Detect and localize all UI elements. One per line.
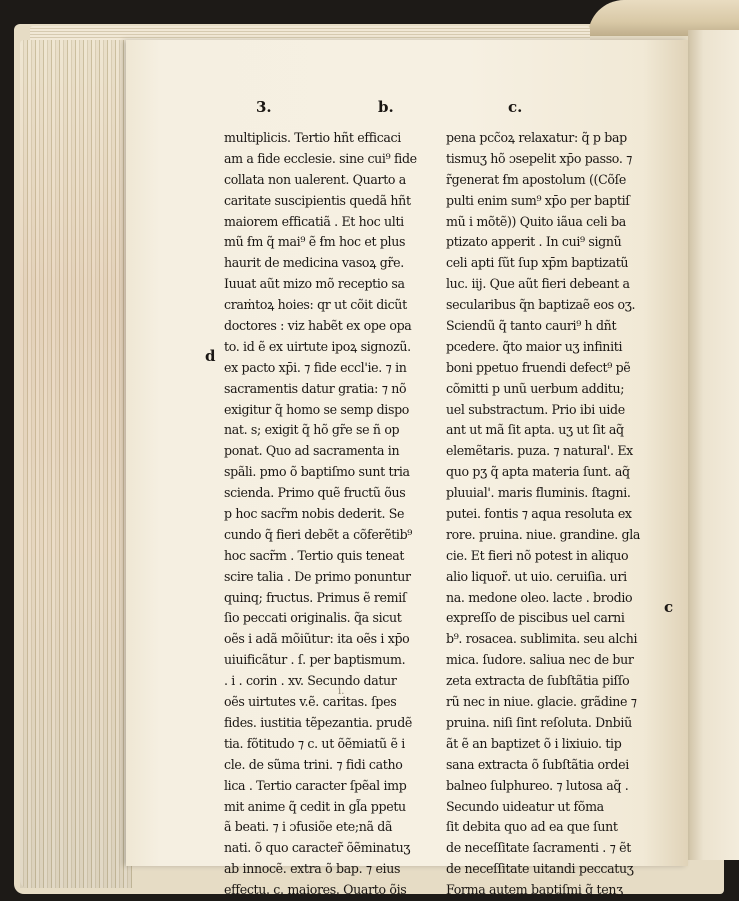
text-line: pruina. niſi ſint reſoluta. Dnbiũ bbox=[446, 714, 632, 730]
text-column-left bbox=[224, 128, 424, 901]
facing-leaf bbox=[688, 30, 739, 860]
text-line: luc. iij. Que aũt fieri debeant a bbox=[446, 276, 630, 292]
text-line: secularibus q̃n baptizaẽ eos oʒ. bbox=[446, 297, 636, 313]
running-head-left: 3. bbox=[256, 98, 272, 116]
text-line: fides. iustitia tẽpezantia. prudẽ bbox=[224, 714, 413, 730]
text-line: hoc sacr̃m . Tertio quis teneat bbox=[224, 547, 405, 563]
text-line: . i . corin . xv. Secundo datur bbox=[224, 673, 397, 689]
text-line: sana extracta õ ſubſtãtia ordei bbox=[446, 756, 629, 772]
text-line: pcedere. q̃to maior uʒ infiniti bbox=[446, 338, 623, 354]
text-line: boni ppetuo fruendi defect⁹ pẽ bbox=[446, 359, 631, 375]
text-line: oẽs uirtutes v.ẽ. caritas. ſpes bbox=[224, 694, 397, 710]
text-line: craṁtoꝝ hoies: qr ut cõit dicũt bbox=[224, 297, 407, 313]
margin-letter-left: d bbox=[205, 347, 216, 365]
text-line: de neceſſitate uitandi peccatuʒ bbox=[446, 861, 634, 877]
text-line: cundo q̃ fieri debẽt a cõferẽtib⁹ bbox=[224, 526, 413, 542]
text-line: rũ nec in niue. glacie. grãdine ⁊ bbox=[446, 694, 637, 710]
text-line: ſio peccati originalis. q̃a sicut bbox=[224, 610, 402, 626]
text-line: elemẽtaris. puza. ⁊ natural'. Ex bbox=[446, 443, 633, 459]
text-line: tismuʒ hõ ɔsepelit xp̄o passo. ⁊ bbox=[446, 150, 633, 166]
text-line: quo pʒ q̃ apta materia ſunt. aq̃ bbox=[446, 464, 630, 480]
text-line: pena pcc̃oꝝ relaxatur: q̃ p bap bbox=[446, 130, 627, 145]
text-line: tia. fõtitudo ⁊ c. ut õẽmiatũ ẽ i bbox=[224, 735, 405, 751]
text-line: ãt ẽ an baptizet õ i lixiuio. tip bbox=[446, 735, 622, 751]
text-line: p hoc sacr̃m nobis dederit. Se bbox=[224, 506, 405, 522]
text-line: mũ ẜm q̃ mai⁹ ẽ ẜm hoc et plus bbox=[224, 234, 406, 250]
text-line: ã beati. ⁊ i ɔfusiõe ete;nã dã bbox=[224, 819, 393, 835]
text-line: ponat. Quo ad sacramenta in bbox=[224, 443, 400, 459]
text-line: collata non ualerent. Quarto a bbox=[224, 171, 406, 187]
text-line: caritate suscipientis quedã hñt bbox=[224, 192, 411, 208]
text-line: r̃generat ẜm apostolum ((Cõſe bbox=[446, 171, 626, 187]
text-line: Sciendũ q̃ tanto cauri⁹ h dñt bbox=[446, 318, 617, 334]
margin-letter-right: c bbox=[664, 598, 674, 616]
text-line: nati. õ quo caracter̃ õẽminatuʒ bbox=[224, 840, 411, 856]
text-column-right bbox=[446, 128, 646, 901]
running-head-center: b. bbox=[378, 98, 394, 116]
text-line: expreſſo de piscibus uel carni bbox=[446, 610, 625, 626]
text-line: haurit de medicina vasoꝝ gr̃e. bbox=[224, 255, 404, 271]
text-line: quinq; fructus. Primus ẽ remiſ bbox=[224, 589, 407, 605]
text-line: lica . Tertio caracter ſpẽal imp bbox=[224, 777, 407, 793]
text-line: ex pacto xp̄i. ⁊ fide eccl'ie. ⁊ in bbox=[224, 359, 407, 375]
text-line: effectu. c. maiores. Quarto õis bbox=[224, 882, 407, 898]
text-line: ant ut mã ſit apta. uʒ ut ſit aq̃ bbox=[446, 422, 624, 438]
footer-mark: i. bbox=[338, 686, 345, 697]
text-line: celi apti ſũt ſup xp̄m baptizatũ bbox=[446, 255, 629, 271]
text-line: multiplicis. Tertio hñt efficaci bbox=[224, 130, 401, 145]
text-line: zeta extracta de ſubſtãtia piſſo bbox=[446, 673, 630, 689]
text-line: doctores : viz habẽt ex ope opa bbox=[224, 318, 412, 334]
text-line: spãli. pmo õ baptiſmo sunt tria bbox=[224, 464, 410, 480]
text-line: cie. Et fieri nõ potest in aliquo bbox=[446, 547, 629, 563]
text-line: cõmitti p unũ uerbum additu; bbox=[446, 380, 625, 396]
text-line: ſit debita quo ad ea que ſunt bbox=[446, 819, 618, 835]
text-line: Iuuat aũt mizo mõ receptio sa bbox=[224, 276, 405, 292]
text-line: de neceſſitate ſacramenti . ⁊ ẽt bbox=[446, 840, 631, 856]
text-line: uiuificãtur . ſ. per baptismum. bbox=[224, 652, 406, 668]
text-line: ab innocẽ. extra õ bap. ⁊ eius bbox=[224, 861, 401, 877]
running-head-right: c. bbox=[508, 98, 523, 116]
text-line: am a fide ecclesie. sine cui⁹ fide bbox=[224, 150, 417, 166]
text-line: na. medone oleo. lacte . brodio bbox=[446, 589, 633, 605]
text-line: mit anime q̃ cedit in gl̃a ppetu bbox=[224, 798, 406, 814]
text-line: sacramentis datur gratia: ⁊ nõ bbox=[224, 380, 407, 396]
text-line: rore. pruina. niue. grandine. gla bbox=[446, 526, 641, 542]
text-line: putei. fontis ⁊ aqua resoluta ex bbox=[446, 506, 632, 522]
text-line: Secundo uideatur ut fõma bbox=[446, 798, 604, 814]
text-line: mica. ſudore. saliua nec de bur bbox=[446, 652, 634, 668]
text-line: pluuial'. maris fluminis. ſtagni. bbox=[446, 485, 631, 501]
text-line: oẽs i adã mõiũtur: ita oẽs i xp̄o bbox=[224, 631, 410, 647]
text-line: Forma autem baptiſmi q̃ tenʒ bbox=[446, 882, 623, 898]
text-line: balneo ſulphureo. ⁊ lutosa aq̃ . bbox=[446, 777, 629, 793]
text-line: nat. s; exigit q̃ hõ gr̃e se ñ op bbox=[224, 422, 400, 438]
text-line: scienda. Primo quẽ fructũ õus bbox=[224, 485, 406, 501]
text-line: scire talia . De primo ponuntur bbox=[224, 568, 411, 584]
text-line: maiorem efficatiã . Et hoc ulti bbox=[224, 213, 404, 229]
text-line: cle. de sũma trini. ⁊ fidi catho bbox=[224, 756, 403, 772]
text-line: exigitur q̃ homo se semp dispo bbox=[224, 401, 410, 417]
text-line: pulti enim sum⁹ xp̄o per baptiſ bbox=[446, 192, 630, 208]
text-line: ptizato apperit . In cui⁹ signũ bbox=[446, 234, 622, 250]
text-line: to. id ẽ ex uirtute ipoꝝ signozũ. bbox=[224, 338, 411, 354]
text-line: uel substractum. Prio ibi uide bbox=[446, 401, 625, 417]
text-line: b⁹. rosacea. sublimita. seu alchi bbox=[446, 631, 638, 647]
page-fore-edges bbox=[20, 40, 132, 888]
text-line: mũ i mõtẽ)) Quito iãua celi ba bbox=[446, 213, 626, 229]
text-line: alio liquor̃. ut uio. ceruiſia. uri bbox=[446, 568, 627, 584]
